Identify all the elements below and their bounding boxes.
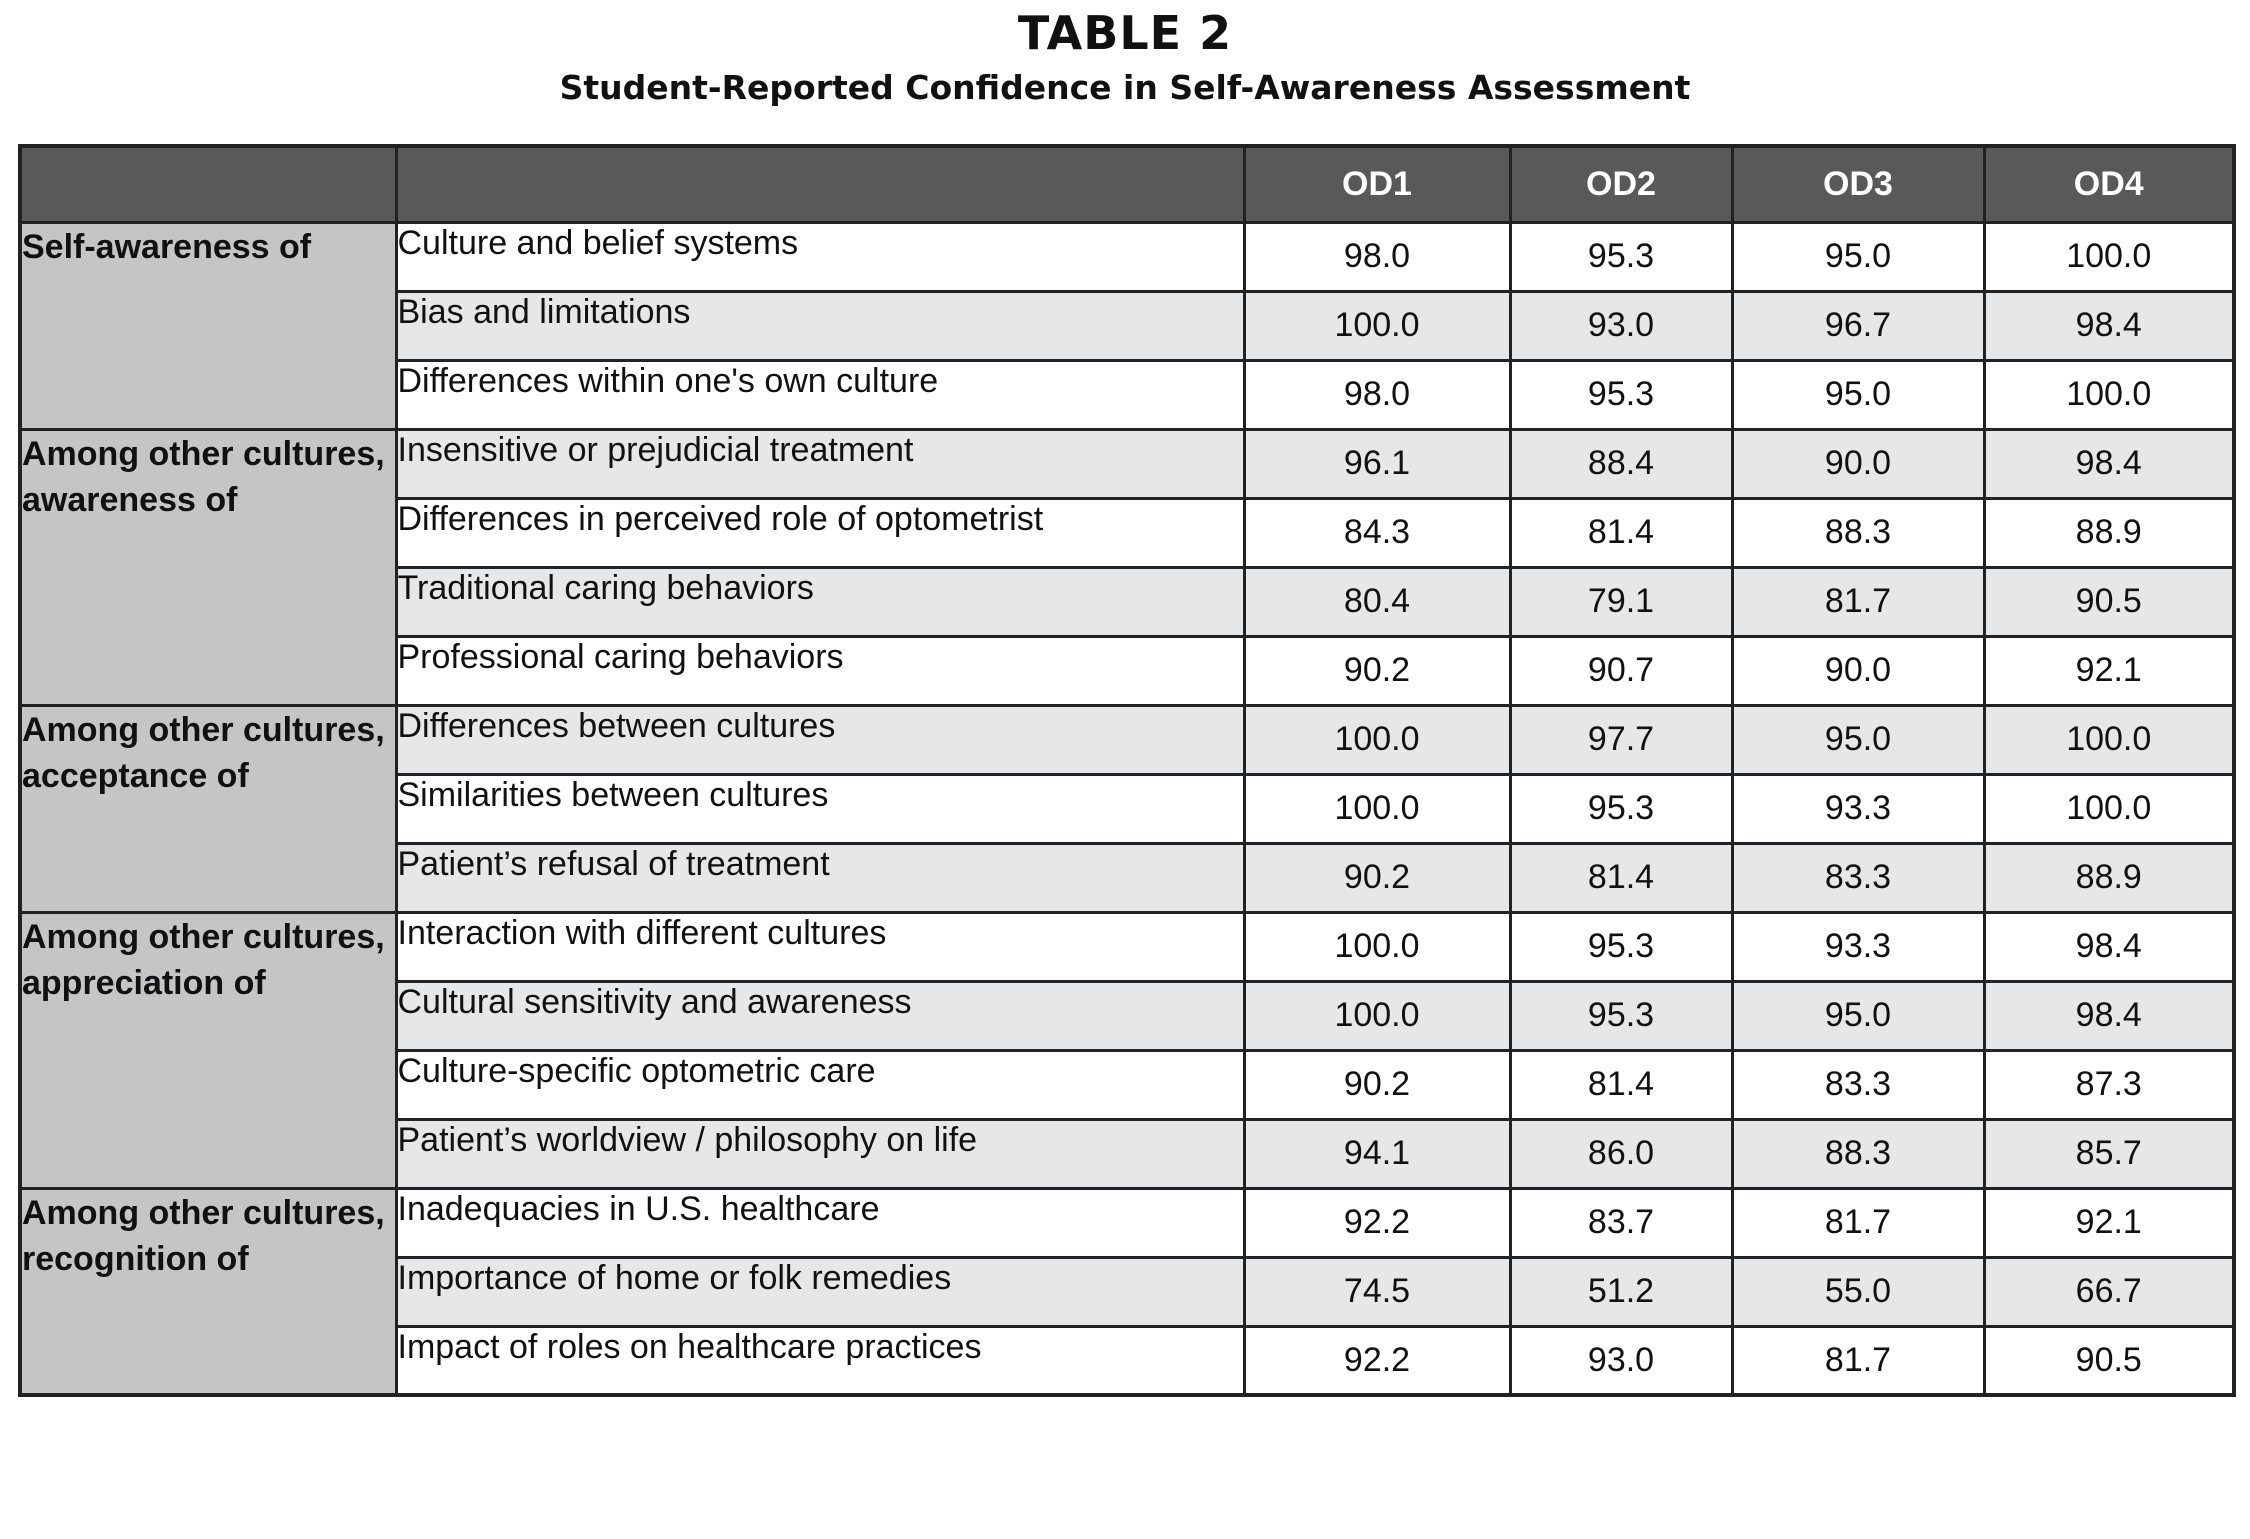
item-label: Insensitive or prejudicial treatment xyxy=(396,429,1244,498)
od1-value: 96.1 xyxy=(1244,429,1510,498)
od1-value: 100.0 xyxy=(1244,981,1510,1050)
od1-value: 100.0 xyxy=(1244,291,1510,360)
od3-value: 93.3 xyxy=(1732,912,1984,981)
od1-value: 80.4 xyxy=(1244,567,1510,636)
od3-value: 88.3 xyxy=(1732,1119,1984,1188)
od2-value: 95.3 xyxy=(1510,222,1732,291)
od1-value: 94.1 xyxy=(1244,1119,1510,1188)
od4-value: 92.1 xyxy=(1984,636,2234,705)
od3-value: 83.3 xyxy=(1732,1050,1984,1119)
group-label: Among other cultures, recognition of xyxy=(20,1188,396,1395)
od1-value: 98.0 xyxy=(1244,360,1510,429)
header-od3: OD3 xyxy=(1732,146,1984,222)
od1-value: 100.0 xyxy=(1244,912,1510,981)
od2-value: 95.3 xyxy=(1510,774,1732,843)
table-row xyxy=(20,429,2234,498)
od3-value: 88.3 xyxy=(1732,498,1984,567)
table-row xyxy=(20,222,2234,291)
od4-value: 87.3 xyxy=(1984,1050,2234,1119)
od4-value: 100.0 xyxy=(1984,222,2234,291)
item-label: Inadequacies in U.S. healthcare xyxy=(396,1188,1244,1257)
header-od4: OD4 xyxy=(1984,146,2234,222)
od4-value: 98.4 xyxy=(1984,291,2234,360)
od1-value: 100.0 xyxy=(1244,774,1510,843)
od4-value: 85.7 xyxy=(1984,1119,2234,1188)
od1-value: 100.0 xyxy=(1244,705,1510,774)
group-label: Among other cultures, appreciation of xyxy=(20,912,396,1188)
od2-value: 95.3 xyxy=(1510,912,1732,981)
od2-value: 81.4 xyxy=(1510,1050,1732,1119)
item-label: Culture-specific optometric care xyxy=(396,1050,1244,1119)
od1-value: 74.5 xyxy=(1244,1257,1510,1326)
od2-value: 81.4 xyxy=(1510,843,1732,912)
od3-value: 93.3 xyxy=(1732,774,1984,843)
od2-value: 79.1 xyxy=(1510,567,1732,636)
od4-value: 98.4 xyxy=(1984,429,2234,498)
od2-value: 93.0 xyxy=(1510,1326,1732,1395)
group-label: Among other cultures, acceptance of xyxy=(20,705,396,912)
group-label: Among other cultures, awareness of xyxy=(20,429,396,705)
od3-value: 83.3 xyxy=(1732,843,1984,912)
od4-value: 66.7 xyxy=(1984,1257,2234,1326)
od2-value: 51.2 xyxy=(1510,1257,1732,1326)
table-row xyxy=(20,1188,2234,1257)
item-label: Culture and belief systems xyxy=(396,222,1244,291)
od3-value: 81.7 xyxy=(1732,1326,1984,1395)
od1-value: 84.3 xyxy=(1244,498,1510,567)
od4-value: 100.0 xyxy=(1984,360,2234,429)
table-row xyxy=(20,705,2234,774)
item-label: Patient’s refusal of treatment xyxy=(396,843,1244,912)
od3-value: 90.0 xyxy=(1732,636,1984,705)
item-label: Importance of home or folk remedies xyxy=(396,1257,1244,1326)
od1-value: 90.2 xyxy=(1244,843,1510,912)
item-label: Differences between cultures xyxy=(396,705,1244,774)
od3-value: 95.0 xyxy=(1732,222,1984,291)
od1-value: 92.2 xyxy=(1244,1326,1510,1395)
od4-value: 100.0 xyxy=(1984,774,2234,843)
od3-value: 81.7 xyxy=(1732,1188,1984,1257)
item-label: Cultural sensitivity and awareness xyxy=(396,981,1244,1050)
od4-value: 90.5 xyxy=(1984,567,2234,636)
table-body xyxy=(20,222,2234,1395)
item-label: Similarities between cultures xyxy=(396,774,1244,843)
od3-value: 81.7 xyxy=(1732,567,1984,636)
od3-value: 95.0 xyxy=(1732,705,1984,774)
item-label: Differences in perceived role of optometrist xyxy=(396,498,1244,567)
item-label: Differences within one's own culture xyxy=(396,360,1244,429)
od4-value: 98.4 xyxy=(1984,981,2234,1050)
header-row xyxy=(20,146,2234,222)
table-row xyxy=(20,912,2234,981)
header-od1: OD1 xyxy=(1244,146,1510,222)
header-item-column xyxy=(396,146,1244,222)
group-label: Self-awareness of xyxy=(20,222,396,429)
od2-value: 88.4 xyxy=(1510,429,1732,498)
item-label: Patient’s worldview / philosophy on life xyxy=(396,1119,1244,1188)
table-title: TABLE 2 xyxy=(1017,6,1233,60)
od3-value: 95.0 xyxy=(1732,360,1984,429)
od2-value: 93.0 xyxy=(1510,291,1732,360)
item-label: Traditional caring behaviors xyxy=(396,567,1244,636)
item-label: Professional caring behaviors xyxy=(396,636,1244,705)
od4-value: 90.5 xyxy=(1984,1326,2234,1395)
od2-value: 83.7 xyxy=(1510,1188,1732,1257)
item-label: Interaction with different cultures xyxy=(396,912,1244,981)
od3-value: 90.0 xyxy=(1732,429,1984,498)
od1-value: 92.2 xyxy=(1244,1188,1510,1257)
od1-value: 90.2 xyxy=(1244,636,1510,705)
od2-value: 81.4 xyxy=(1510,498,1732,567)
od3-value: 96.7 xyxy=(1732,291,1984,360)
header-group-column xyxy=(20,146,396,222)
item-label: Bias and limitations xyxy=(396,291,1244,360)
od2-value: 90.7 xyxy=(1510,636,1732,705)
od1-value: 98.0 xyxy=(1244,222,1510,291)
od2-value: 97.7 xyxy=(1510,705,1732,774)
od4-value: 88.9 xyxy=(1984,498,2234,567)
od1-value: 90.2 xyxy=(1244,1050,1510,1119)
item-label: Impact of roles on healthcare practices xyxy=(396,1326,1244,1395)
confidence-table xyxy=(18,144,2236,1397)
od2-value: 95.3 xyxy=(1510,981,1732,1050)
od4-value: 92.1 xyxy=(1984,1188,2234,1257)
od2-value: 95.3 xyxy=(1510,360,1732,429)
od3-value: 95.0 xyxy=(1732,981,1984,1050)
od3-value: 55.0 xyxy=(1732,1257,1984,1326)
od4-value: 88.9 xyxy=(1984,843,2234,912)
header-od2: OD2 xyxy=(1510,146,1732,222)
od4-value: 100.0 xyxy=(1984,705,2234,774)
od2-value: 86.0 xyxy=(1510,1119,1732,1188)
od4-value: 98.4 xyxy=(1984,912,2234,981)
table-subtitle: Student-Reported Confidence in Self-Awareness Assessment xyxy=(559,68,1691,107)
